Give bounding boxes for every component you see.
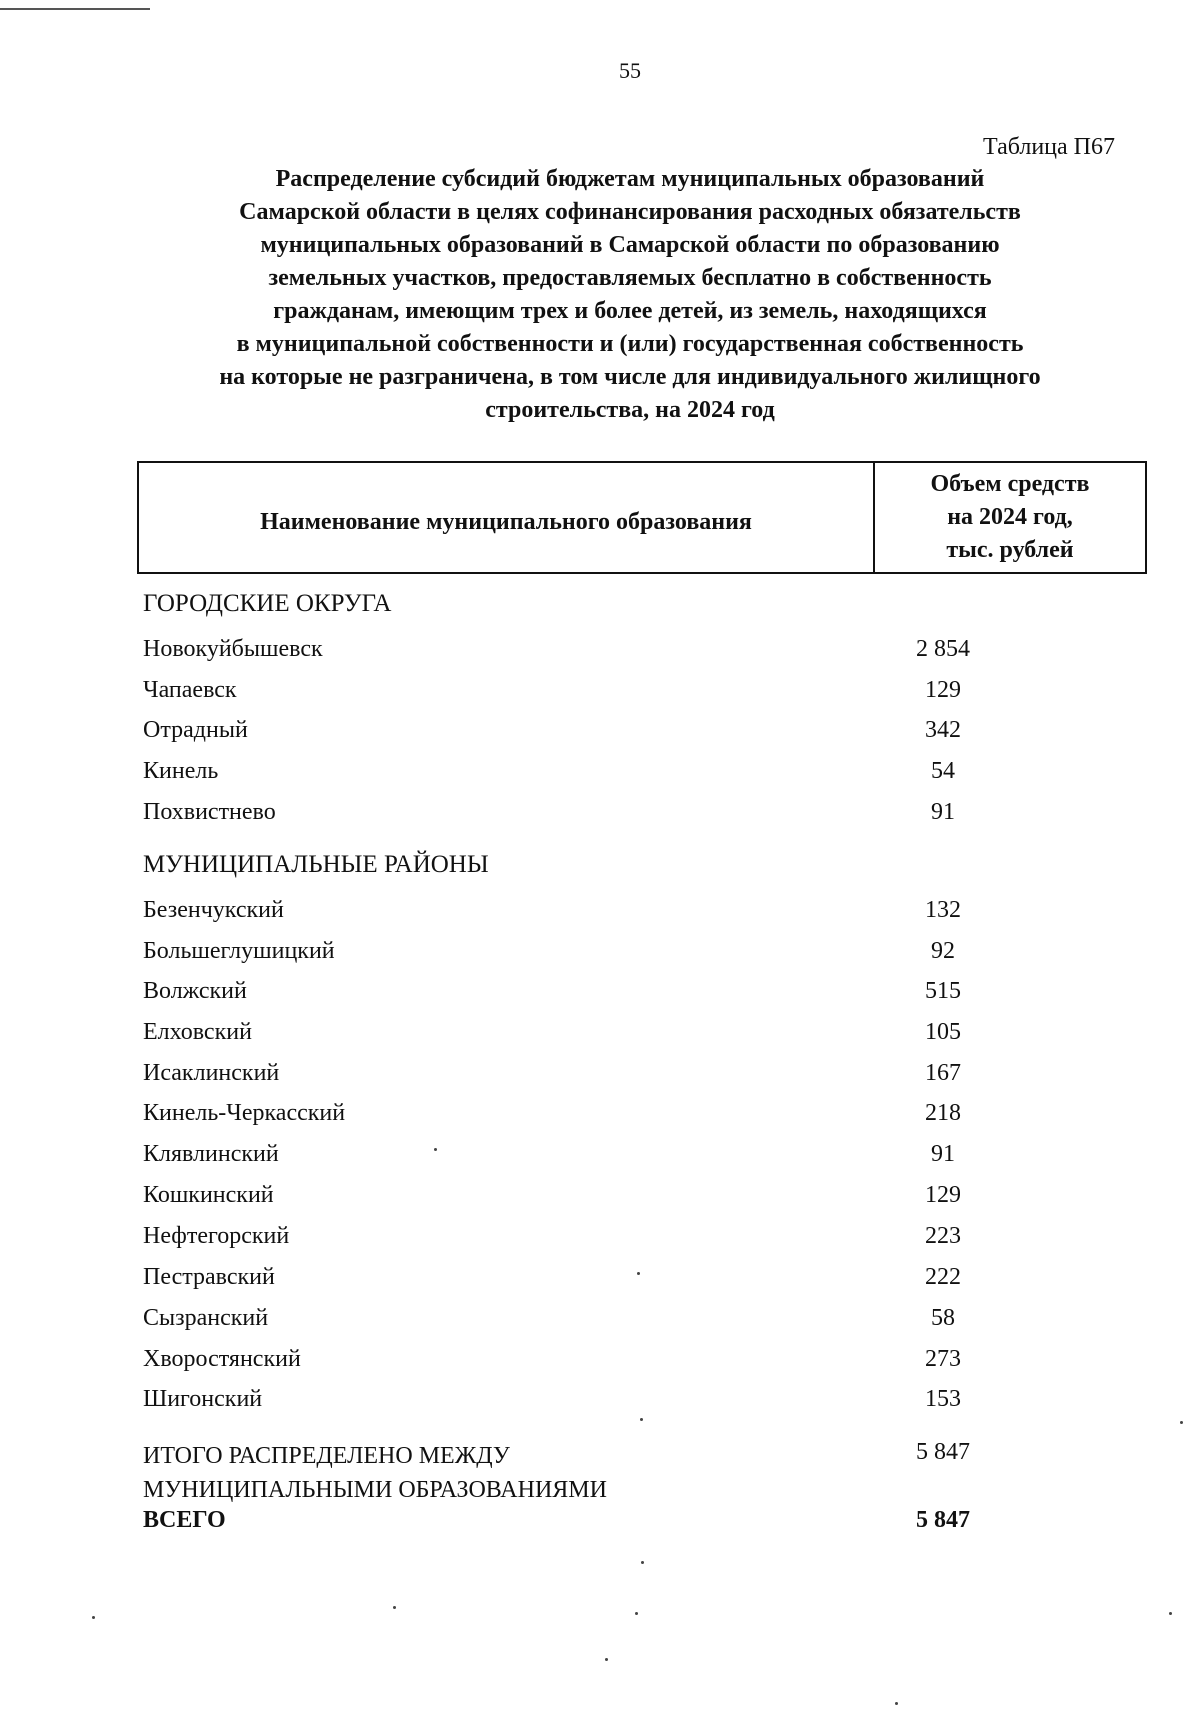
title-line: строительства, на 2024 год	[485, 397, 775, 423]
table-row	[143, 677, 1043, 709]
subsidy-value: 58	[931, 1305, 955, 1331]
subsidy-value: 91	[931, 799, 955, 825]
title-line: муниципальных образований в Самарской области по образованию	[260, 232, 1000, 258]
municipality-name: Пестравский	[143, 1264, 275, 1290]
municipality-name: Клявлинский	[143, 1141, 279, 1167]
title-line: Распределение субсидий бюджетам муниципальных образований	[275, 166, 985, 192]
table-row	[143, 1305, 1043, 1337]
section-heading	[143, 851, 1043, 883]
header-value-line: на 2024 год,	[947, 504, 1073, 530]
subsidy-value: 218	[925, 1100, 961, 1126]
section-title: МУНИЦИПАЛЬНЫЕ РАЙОНЫ	[143, 851, 489, 878]
table-row	[143, 978, 1043, 1010]
municipality-name: Чапаевск	[143, 677, 237, 703]
scan-speck	[605, 1658, 608, 1661]
total-distributed-label	[143, 1439, 607, 1507]
scan-speck	[1180, 1421, 1183, 1424]
grand-total-label: ВСЕГО	[143, 1507, 226, 1533]
subsidy-value: 273	[925, 1346, 961, 1372]
municipality-name: Хворостянский	[143, 1346, 301, 1372]
table-row	[143, 799, 1043, 831]
scan-speck	[641, 1561, 644, 1564]
table-row	[143, 1182, 1043, 1214]
grand-total-value: 5 847	[916, 1507, 970, 1533]
municipality-name: Исаклинский	[143, 1060, 280, 1086]
municipality-name: Кинель	[143, 758, 219, 784]
scan-edge-line	[0, 8, 150, 10]
title-line: земельных участков, предоставляемых бесплатно в собственность	[268, 265, 992, 291]
subsidy-value: 92	[931, 938, 955, 964]
table-row	[143, 717, 1043, 749]
municipality-name: Похвистнево	[143, 799, 276, 825]
table-row	[143, 1019, 1043, 1051]
table-row	[143, 938, 1043, 970]
municipality-name: Волжский	[143, 978, 247, 1004]
header-value-line: Объем средств	[930, 471, 1090, 497]
subsidy-value: 223	[925, 1223, 961, 1249]
total-distributed-row	[143, 1439, 1043, 1509]
total-distributed-value: 5 847	[916, 1439, 970, 1465]
table-row	[143, 897, 1043, 929]
subsidy-value: 167	[925, 1060, 961, 1086]
scan-speck	[92, 1616, 95, 1619]
title-line: Самарской области в целях софинансирования расходных обязательств	[239, 199, 1021, 225]
municipality-name: Сызранский	[143, 1305, 269, 1331]
section-title: ГОРОДСКИЕ ОКРУГА	[143, 590, 392, 617]
subsidy-value: 342	[925, 717, 961, 743]
subsidy-value: 153	[925, 1386, 961, 1412]
municipality-name: Большеглушицкий	[143, 938, 335, 964]
municipality-name: Елховский	[143, 1019, 252, 1045]
grand-total-row	[143, 1507, 1043, 1539]
municipality-name: Шигонский	[143, 1386, 263, 1412]
title-line: гражданам, имеющим трех и более детей, из земель, находящихся	[273, 298, 987, 324]
subsidy-value: 105	[925, 1019, 961, 1045]
total-label-line: МУНИЦИПАЛЬНЫМИ ОБРАЗОВАНИЯМИ	[143, 1477, 607, 1503]
scan-speck	[635, 1612, 638, 1615]
table-row	[143, 1264, 1043, 1296]
page-number: 55	[619, 58, 641, 83]
table-row	[143, 1060, 1043, 1092]
municipality-name: Нефтегорский	[143, 1223, 290, 1249]
table-row	[143, 1223, 1043, 1255]
municipality-name: Новокуйбышевск	[143, 636, 323, 662]
title-line: на которые не разграничена, в том числе для индивидуального жилищного	[219, 364, 1041, 390]
table-row	[143, 1346, 1043, 1378]
document-title	[130, 163, 1130, 427]
scan-speck	[637, 1272, 640, 1275]
scan-speck	[393, 1606, 396, 1609]
subsidy-value: 2 854	[916, 636, 970, 662]
header-name-column: Наименование муниципального образования	[139, 463, 875, 572]
subsidy-value: 129	[925, 1182, 961, 1208]
municipality-name: Безенчукский	[143, 897, 284, 923]
municipality-name: Отрадный	[143, 717, 248, 743]
subsidy-value: 91	[931, 1141, 955, 1167]
table-row	[143, 1386, 1043, 1418]
subsidy-value: 515	[925, 978, 961, 1004]
municipality-name: Кинель-Черкасский	[143, 1100, 346, 1126]
subsidy-value: 129	[925, 677, 961, 703]
header-value-column	[875, 463, 1145, 572]
scan-speck	[640, 1418, 643, 1421]
scan-speck	[1169, 1612, 1172, 1615]
table-header	[137, 461, 1147, 574]
municipality-name: Кошкинский	[143, 1182, 274, 1208]
table-row	[143, 1141, 1043, 1173]
table-row	[143, 1100, 1043, 1132]
table-row	[143, 636, 1043, 668]
title-line: в муниципальной собственности и (или) государственная собственность	[236, 331, 1024, 357]
subsidy-value: 222	[925, 1264, 961, 1290]
total-label-line: ИТОГО РАСПРЕДЕЛЕНО МЕЖДУ	[143, 1443, 510, 1469]
scan-speck	[434, 1148, 437, 1151]
header-value-line: тыс. рублей	[946, 537, 1074, 563]
table-row	[143, 758, 1043, 790]
section-heading	[143, 590, 1043, 622]
scan-speck	[895, 1702, 898, 1705]
table-label: Таблица П67	[983, 134, 1115, 160]
subsidy-value: 132	[925, 897, 961, 923]
subsidy-value: 54	[931, 758, 955, 784]
